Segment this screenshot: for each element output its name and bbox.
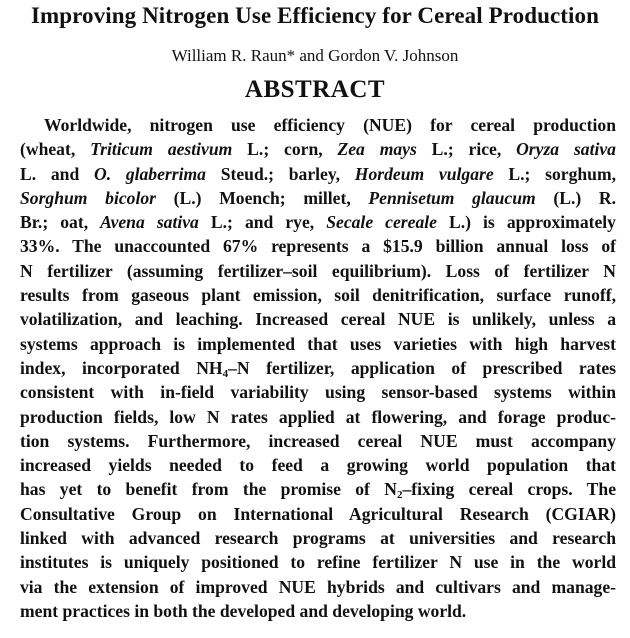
abstract-line bbox=[20, 550, 616, 574]
text-segment: (L.) Moench; millet, bbox=[155, 187, 369, 208]
abstract-line bbox=[20, 502, 616, 526]
text-segment: –fixing cereal crops. The bbox=[402, 479, 617, 500]
abstract-line bbox=[20, 259, 616, 283]
section-heading: ABSTRACT bbox=[244, 76, 386, 103]
abstract-line bbox=[20, 186, 616, 210]
italic-term: Sorghum bicolor bbox=[20, 187, 156, 208]
abstract-line bbox=[20, 526, 616, 550]
text-segment: institutes is uniquely positioned to refine fertilizer N use in the world bbox=[20, 552, 616, 573]
abstract-body bbox=[20, 113, 616, 623]
abstract-line bbox=[20, 405, 616, 429]
subscript: 2 bbox=[396, 489, 403, 502]
text-segment: (L.) R. bbox=[535, 187, 616, 208]
text-segment: L.) is approximately bbox=[436, 212, 616, 233]
abstract-line bbox=[20, 113, 616, 137]
abstract-line bbox=[20, 477, 616, 501]
abstract-line bbox=[20, 162, 616, 186]
text-segment: L.; and rye, bbox=[198, 212, 327, 233]
text-segment: Consultative Group on International Agricultural Research (CGIAR) bbox=[20, 503, 616, 524]
text-segment: Br.; oat, bbox=[20, 212, 101, 233]
text-segment: via the extension of improved NUE hybrids and cultivars and manage- bbox=[20, 576, 616, 597]
italic-term: Zea mays bbox=[337, 139, 417, 160]
text-segment: linked with advanced research programs at universities and research bbox=[20, 528, 616, 549]
paper-authors: William R. Raun* and Gordon V. Johnson bbox=[171, 46, 459, 65]
text-segment: Steud.; barley, bbox=[205, 163, 355, 184]
text-segment: results from gaseous plant emission, soil denitrification, surface runoff, bbox=[20, 285, 616, 306]
abstract-line bbox=[20, 380, 616, 404]
abstract-line bbox=[20, 283, 616, 307]
italic-term: Pennisetum glaucum bbox=[368, 187, 536, 208]
italic-term: Avena sativa bbox=[100, 212, 199, 233]
italic-term: Secale cereale bbox=[326, 212, 437, 233]
text-segment: production fields, low N rates applied at flowering, and forage produc- bbox=[20, 406, 616, 427]
text-segment: Worldwide, nitrogen use efficiency (NUE) for cereal production bbox=[44, 115, 616, 135]
text-segment: 33%. The unaccounted 67% represents a $15.9 billion annual loss of bbox=[20, 236, 616, 257]
italic-term: Oryza sativa bbox=[516, 139, 616, 160]
text-segment: index, incorporated NH bbox=[20, 357, 223, 378]
text-segment: L.; rice, bbox=[416, 139, 517, 160]
italic-term: Triticum aestivum bbox=[90, 139, 233, 160]
abstract-line bbox=[20, 210, 616, 234]
text-segment: L. and bbox=[20, 163, 94, 184]
abstract-line bbox=[20, 137, 616, 161]
abstract-line bbox=[20, 599, 616, 623]
text-segment: (wheat, bbox=[20, 139, 91, 160]
text-segment: ment practices in both the developed and developing world. bbox=[20, 600, 467, 621]
abstract-line bbox=[20, 332, 616, 356]
text-segment: systems approach is implemented that uses varieties with high harvest bbox=[20, 333, 616, 354]
abstract-line bbox=[20, 453, 616, 477]
text-segment: –N fertilizer, application of prescribed rates bbox=[228, 357, 616, 378]
abstract-line bbox=[20, 307, 616, 331]
abstract-line bbox=[20, 575, 616, 599]
text-segment: tion systems. Furthermore, increased cereal NUE must accompany bbox=[20, 430, 616, 451]
text-segment: has yet to benefit from the promise of N bbox=[20, 479, 397, 500]
abstract-line bbox=[20, 429, 616, 453]
abstract-line bbox=[20, 356, 616, 380]
abstract-line bbox=[20, 234, 616, 258]
text-segment: consistent with in-field variability using sensor-based systems within bbox=[20, 382, 616, 403]
text-segment: increased yields needed to feed a growing world population that bbox=[20, 455, 616, 476]
subscript: 4 bbox=[222, 367, 229, 380]
text-segment: volatilization, and leaching. Increased cereal NUE is unlikely, unless a bbox=[20, 309, 616, 330]
italic-term: O. glaberrima bbox=[93, 163, 206, 184]
text-segment: L.; corn, bbox=[232, 139, 338, 160]
italic-term: Hordeum vulgare bbox=[354, 163, 494, 184]
paper-title: Improving Nitrogen Use Efficiency for Cereal Production bbox=[30, 3, 600, 28]
text-segment: N fertilizer (assuming fertilizer–soil equilibrium). Loss of fertilizer N bbox=[20, 260, 616, 281]
text-segment: L.; sorghum, bbox=[493, 163, 617, 184]
